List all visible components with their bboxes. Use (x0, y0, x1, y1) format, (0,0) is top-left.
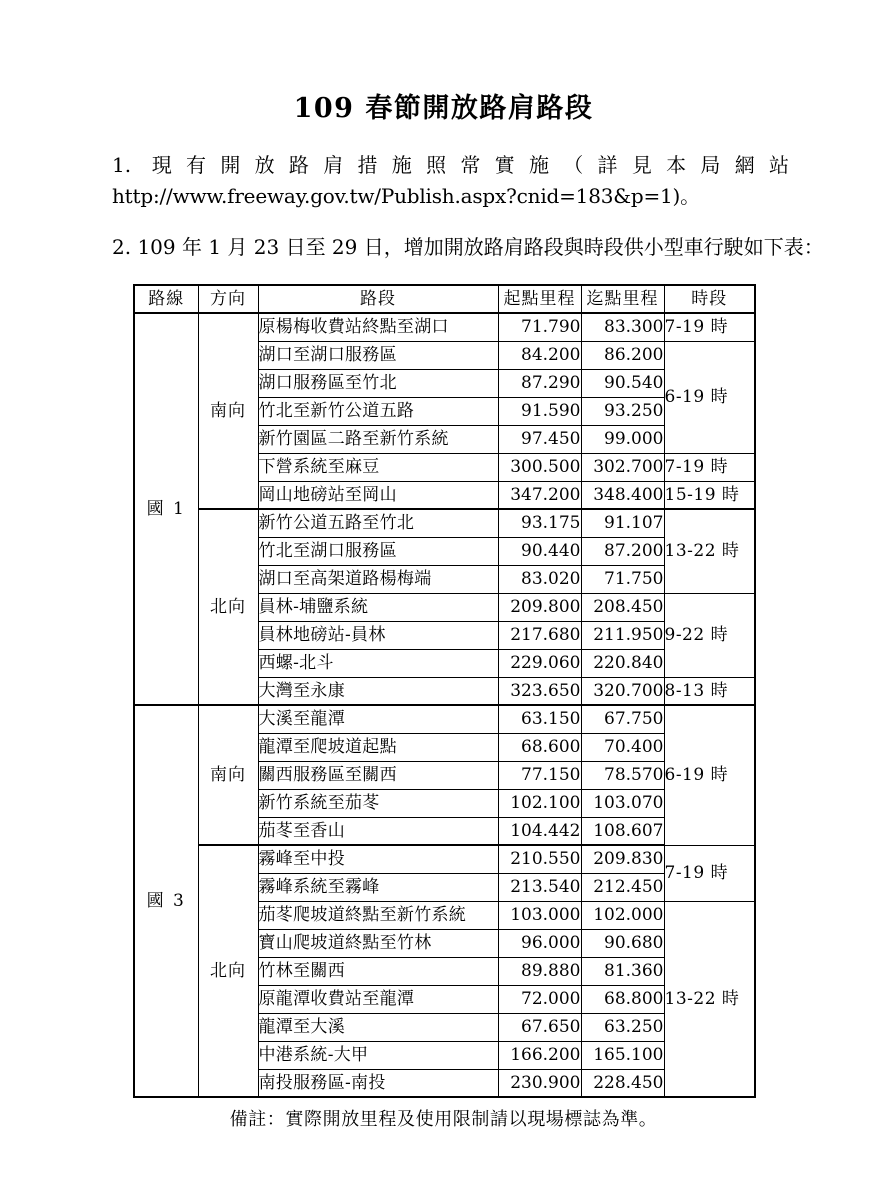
segment-cell: 南投服務區-南投 (258, 1069, 498, 1097)
schedule-table-container (0, 284, 887, 1098)
start-mileage-cell: 102.100 (498, 789, 581, 817)
start-mileage-cell: 347.200 (498, 481, 581, 509)
route-cell: 國 1 (134, 313, 198, 705)
column-header-direction: 方向 (198, 285, 258, 313)
end-mileage-cell: 81.360 (581, 957, 664, 985)
segment-cell: 霧峰至中投 (258, 845, 498, 873)
end-mileage-cell: 209.830 (581, 845, 664, 873)
end-mileage-cell: 212.450 (581, 873, 664, 901)
time-period-cell: 6-19 時 (664, 705, 755, 845)
segment-cell: 下營系統至麻豆 (258, 453, 498, 481)
paragraph-1-line-1: 1. 現有開放路肩措施照常實施（詳見本局網站 (112, 152, 789, 177)
time-period-cell: 7-19 時 (664, 313, 755, 341)
segment-cell: 龍潭至爬坡道起點 (258, 733, 498, 761)
end-mileage-cell: 103.070 (581, 789, 664, 817)
end-mileage-cell: 93.250 (581, 397, 664, 425)
start-mileage-cell: 323.650 (498, 677, 581, 705)
start-mileage-cell: 166.200 (498, 1041, 581, 1069)
start-mileage-cell: 230.900 (498, 1069, 581, 1097)
end-mileage-cell: 320.700 (581, 677, 664, 705)
end-mileage-cell: 70.400 (581, 733, 664, 761)
start-mileage-cell: 91.590 (498, 397, 581, 425)
time-period-cell: 13-22 時 (664, 509, 755, 593)
end-mileage-cell: 83.300 (581, 313, 664, 341)
table-row (134, 313, 755, 341)
time-period-cell: 6-19 時 (664, 341, 755, 453)
time-period-cell: 7-19 時 (664, 845, 755, 901)
end-mileage-cell: 78.570 (581, 761, 664, 789)
segment-cell: 湖口至湖口服務區 (258, 341, 498, 369)
start-mileage-cell: 90.440 (498, 537, 581, 565)
segment-cell: 關西服務區至關西 (258, 761, 498, 789)
segment-cell: 新竹系統至茄苳 (258, 789, 498, 817)
route-cell: 國 3 (134, 705, 198, 1097)
end-mileage-cell: 348.400 (581, 481, 664, 509)
end-mileage-cell: 86.200 (581, 341, 664, 369)
end-mileage-cell: 90.680 (581, 929, 664, 957)
end-mileage-cell: 71.750 (581, 565, 664, 593)
start-mileage-cell: 229.060 (498, 649, 581, 677)
start-mileage-cell: 72.000 (498, 985, 581, 1013)
direction-cell: 北向 (198, 845, 258, 1097)
start-mileage-cell: 87.290 (498, 369, 581, 397)
segment-cell: 岡山地磅站至岡山 (258, 481, 498, 509)
end-mileage-cell: 220.840 (581, 649, 664, 677)
time-period-cell: 13-22 時 (664, 901, 755, 1097)
start-mileage-cell: 68.600 (498, 733, 581, 761)
segment-cell: 竹林至關西 (258, 957, 498, 985)
start-mileage-cell: 93.175 (498, 509, 581, 537)
table-header-row (134, 285, 755, 313)
column-header-route: 路線 (134, 285, 198, 313)
segment-cell: 原楊梅收費站終點至湖口 (258, 313, 498, 341)
start-mileage-cell: 104.442 (498, 817, 581, 845)
start-mileage-cell: 67.650 (498, 1013, 581, 1041)
time-period-cell: 8-13 時 (664, 677, 755, 705)
start-mileage-cell: 97.450 (498, 425, 581, 453)
table-footnote: 備註：實際開放里程及使用限制請以現場標誌為準。 (229, 1109, 658, 1131)
segment-cell: 中港系統-大甲 (258, 1041, 498, 1069)
start-mileage-cell: 217.680 (498, 621, 581, 649)
start-mileage-cell: 71.790 (498, 313, 581, 341)
time-period-cell: 9-22 時 (664, 593, 755, 677)
end-mileage-cell: 165.100 (581, 1041, 664, 1069)
column-header-end-mileage: 迄點里程 (581, 285, 664, 313)
end-mileage-cell: 208.450 (581, 593, 664, 621)
end-mileage-cell: 63.250 (581, 1013, 664, 1041)
start-mileage-cell: 84.200 (498, 341, 581, 369)
table-header (134, 285, 755, 313)
column-header-time-period: 時段 (664, 285, 755, 313)
table-body (134, 313, 755, 1097)
start-mileage-cell: 209.800 (498, 593, 581, 621)
table-row (134, 509, 755, 537)
segment-cell: 大溪至龍潭 (258, 705, 498, 733)
start-mileage-cell: 210.550 (498, 845, 581, 873)
end-mileage-cell: 87.200 (581, 537, 664, 565)
start-mileage-cell: 77.150 (498, 761, 581, 789)
direction-cell: 南向 (198, 313, 258, 509)
column-header-start-mileage: 起點里程 (498, 285, 581, 313)
start-mileage-cell: 300.500 (498, 453, 581, 481)
table-row (134, 845, 755, 873)
start-mileage-cell: 63.150 (498, 705, 581, 733)
paragraph-existing-measures (0, 150, 887, 213)
segment-cell: 原龍潭收費站至龍潭 (258, 985, 498, 1013)
page-title: 109 春節開放路肩路段 (293, 93, 594, 124)
end-mileage-cell: 67.750 (581, 705, 664, 733)
segment-cell: 員林地磅站-員林 (258, 621, 498, 649)
paragraph-1-line-2-url: http://www.freeway.gov.tw/Publish.aspx?cnid=183&p=1)。 (112, 184, 700, 209)
time-period-cell: 7-19 時 (664, 453, 755, 481)
segment-cell: 湖口至高架道路楊梅端 (258, 565, 498, 593)
segment-cell: 霧峰系統至霧峰 (258, 873, 498, 901)
end-mileage-cell: 91.107 (581, 509, 664, 537)
end-mileage-cell: 99.000 (581, 425, 664, 453)
shoulder-lane-schedule-table (133, 284, 756, 1098)
segment-cell: 新竹園區二路至新竹系統 (258, 425, 498, 453)
end-mileage-cell: 90.540 (581, 369, 664, 397)
end-mileage-cell: 302.700 (581, 453, 664, 481)
segment-cell: 新竹公道五路至竹北 (258, 509, 498, 537)
segment-cell: 寶山爬坡道終點至竹林 (258, 929, 498, 957)
start-mileage-cell: 213.540 (498, 873, 581, 901)
end-mileage-cell: 102.000 (581, 901, 664, 929)
segment-cell: 大灣至永康 (258, 677, 498, 705)
segment-cell: 茄苳至香山 (258, 817, 498, 845)
end-mileage-cell: 211.950 (581, 621, 664, 649)
segment-cell: 竹北至新竹公道五路 (258, 397, 498, 425)
start-mileage-cell: 83.020 (498, 565, 581, 593)
paragraph-additional-periods: 2. 109 年 1 月 23 日至 29 日，增加開放路肩路段與時段供小型車行駛如下表： (112, 234, 824, 259)
segment-cell: 龍潭至大溪 (258, 1013, 498, 1041)
segment-cell: 湖口服務區至竹北 (258, 369, 498, 397)
start-mileage-cell: 96.000 (498, 929, 581, 957)
column-header-segment: 路段 (258, 285, 498, 313)
start-mileage-cell: 103.000 (498, 901, 581, 929)
table-row (134, 705, 755, 733)
end-mileage-cell: 108.607 (581, 817, 664, 845)
segment-cell: 茄苳爬坡道終點至新竹系統 (258, 901, 498, 929)
start-mileage-cell: 89.880 (498, 957, 581, 985)
end-mileage-cell: 228.450 (581, 1069, 664, 1097)
segment-cell: 竹北至湖口服務區 (258, 537, 498, 565)
segment-cell: 員林-埔鹽系統 (258, 593, 498, 621)
segment-cell: 西螺-北斗 (258, 649, 498, 677)
direction-cell: 北向 (198, 509, 258, 705)
end-mileage-cell: 68.800 (581, 985, 664, 1013)
time-period-cell: 15-19 時 (664, 481, 755, 509)
direction-cell: 南向 (198, 705, 258, 845)
